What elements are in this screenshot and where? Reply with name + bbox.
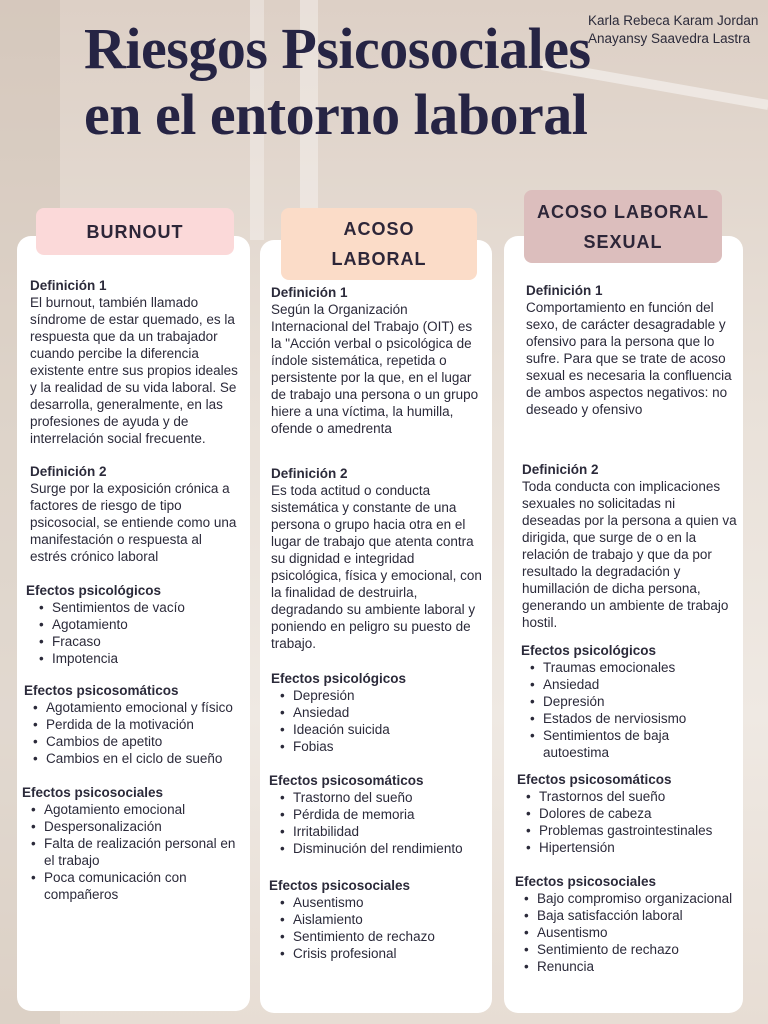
psychological-effects-list: [521, 659, 737, 761]
heading-line-2: LABORAL: [331, 249, 427, 269]
definition-1-text: El burnout, también llamado síndrome de estar quemado, es la respuesta que da un trabajador cuando percibe la diferencia existente entre sus propios ideales y la realidad de su vida laboral. Se desarrolla, generalmente, en las profesiones de ayuda y de interrelación social frecuente.: [30, 295, 238, 446]
definition-1-label: Definición 1: [30, 278, 107, 293]
list-item: • Ausentismo: [515, 924, 737, 941]
list-item: • Depresión: [271, 687, 483, 704]
list-item: • Bajo compromiso organizacional: [515, 890, 737, 907]
psychosomatic-effects-list: [517, 788, 737, 856]
column-burnout: [22, 277, 242, 903]
list-item: • Agotamiento: [30, 616, 242, 633]
list-item: • Traumas emocionales: [521, 659, 737, 676]
list-item: • Disminución del rendimiento: [271, 840, 483, 857]
list-item: • Ansiedad: [521, 676, 737, 693]
psychological-effects-label: Efectos psicológicos: [271, 671, 407, 686]
heading-line-1: ACOSO LABORAL: [537, 201, 709, 222]
heading-burnout-label: BURNOUT: [86, 221, 184, 242]
list-item: • Poca comunicación con compañeros: [22, 869, 242, 903]
definition-2-label: Definición 2: [30, 464, 107, 479]
definition-1-text: Comportamiento en función del sexo, de carácter desagradable y ofensivo para la persona que lo sufre. Para que se trate de acoso sexual es necesaria la confluencia de ambos aspectos negativos: no deseado y ofensivo: [526, 300, 732, 417]
author-2: Anayansy Saavedra Lastra: [588, 31, 751, 46]
list-item: • Ideación suicida: [271, 721, 483, 738]
psychosocial-effects-label: Efectos psicosociales: [22, 785, 164, 800]
list-item: • Agotamiento emocional: [22, 801, 242, 818]
list-item: • Baja satisfacción laboral: [515, 907, 737, 924]
psychosomatic-effects-label: Efectos psicosomáticos: [517, 772, 672, 787]
list-item: • Trastorno del sueño: [271, 789, 483, 806]
list-item: • Dolores de cabeza: [517, 805, 737, 822]
list-item: • Impotencia: [30, 650, 242, 667]
list-item: • Irritabilidad: [271, 823, 483, 840]
definition-2-label: Definición 2: [271, 466, 348, 481]
list-item: • Cambios en el ciclo de sueño: [24, 750, 242, 767]
list-item: • Sentimiento de rechazo: [515, 941, 737, 958]
psychosomatic-effects-label: Efectos psicosomáticos: [24, 683, 179, 698]
list-item: • Aislamiento: [271, 911, 483, 928]
list-item: • Despersonalización: [22, 818, 242, 835]
psychosocial-effects-label: Efectos psicosociales: [515, 874, 657, 889]
psychosomatic-effects-list: [24, 699, 242, 767]
column-acoso-sexual: [515, 282, 737, 975]
list-item: • Agotamiento emocional y físico: [24, 699, 242, 716]
list-item: • Trastornos del sueño: [517, 788, 737, 805]
psychosocial-effects-label: Efectos psicosociales: [269, 878, 411, 893]
list-item: • Estados de nerviosismo: [521, 710, 737, 727]
list-item: • Falta de realización personal en el trabajo: [22, 835, 242, 869]
psychological-effects-label: Efectos psicológicos: [521, 643, 657, 658]
psychosocial-effects-list: [515, 890, 737, 975]
heading-acoso-sexual: [524, 190, 722, 263]
psychosocial-effects-list: [22, 801, 242, 903]
list-item: • Sentimientos de vacío: [30, 599, 242, 616]
definition-1-text: Según la Organización Internacional del Trabajo (OIT) es la "Acción verbal o psicológica de índole sistemática, repetida o persistente por la que, en el lugar de trabajo una persona o un grupo hiere a una víctima, la humilla, ofende o amedrenta: [271, 302, 479, 436]
psychological-effects-label: Efectos psicológicos: [26, 583, 162, 598]
column-acoso-laboral: [271, 284, 483, 962]
list-item: • Fobias: [271, 738, 483, 755]
list-item: • Renuncia: [515, 958, 737, 975]
title-line-1: Riesgos Psicosociales: [84, 16, 591, 81]
psychological-effects-list: [271, 687, 483, 755]
definition-1-label: Definición 1: [526, 283, 603, 298]
heading-acoso-laboral: [281, 208, 477, 280]
list-item: • Perdida de la motivación: [24, 716, 242, 733]
list-item: • Ansiedad: [271, 704, 483, 721]
definition-2-label: Definición 2: [522, 462, 599, 477]
psychosocial-effects-list: [271, 894, 483, 962]
authors: [588, 12, 768, 48]
psychosomatic-effects-list: [271, 789, 483, 857]
author-1: Karla Rebeca Karam Jordan: [588, 13, 759, 28]
list-item: • Sentimientos de baja autoestima: [521, 727, 737, 761]
definition-2-text: Surge por la exposición crónica a factores de riesgo de tipo psicosocial, se entiende como una manifestación o respuesta al estrés crónico laboral: [30, 481, 237, 564]
psychosomatic-effects-label: Efectos psicosomáticos: [269, 773, 424, 788]
list-item: • Pérdida de memoria: [271, 806, 483, 823]
list-item: • Sentimiento de rechazo: [271, 928, 483, 945]
list-item: • Ausentismo: [271, 894, 483, 911]
title-line-2: en el entorno laboral: [84, 82, 588, 147]
list-item: • Cambios de apetito: [24, 733, 242, 750]
heading-burnout: [36, 208, 234, 255]
list-item: • Fracaso: [30, 633, 242, 650]
list-item: • Depresión: [521, 693, 737, 710]
page-title: [84, 16, 604, 148]
list-item: • Problemas gastrointestinales: [517, 822, 737, 839]
definition-1-label: Definición 1: [271, 285, 348, 300]
definition-2-text: Es toda actitud o conducta sistemática y constante de una persona o grupo hacia otra en el lugar de trabajo que atenta contra su dignidad e integridad psicológica, física y emocional, con la finalidad de destruirla, degradando su ambiente laboral y poniendo en peligro su puesto de trabajo.: [271, 483, 482, 651]
psychological-effects-list: [30, 599, 242, 667]
list-item: • Hipertensión: [517, 839, 737, 856]
heading-line-2: SEXUAL: [583, 231, 663, 252]
definition-2-text: Toda conducta con implicaciones sexuales no solicitadas ni deseadas por la persona a quien va dirigida, que surge de o en la relación de trabajo y que da por resultado la degradación y humillación de dicha persona, generando un ambiente de trabajo hostil.: [522, 479, 737, 630]
heading-line-1: ACOSO: [343, 219, 415, 239]
list-item: • Crisis profesional: [271, 945, 483, 962]
